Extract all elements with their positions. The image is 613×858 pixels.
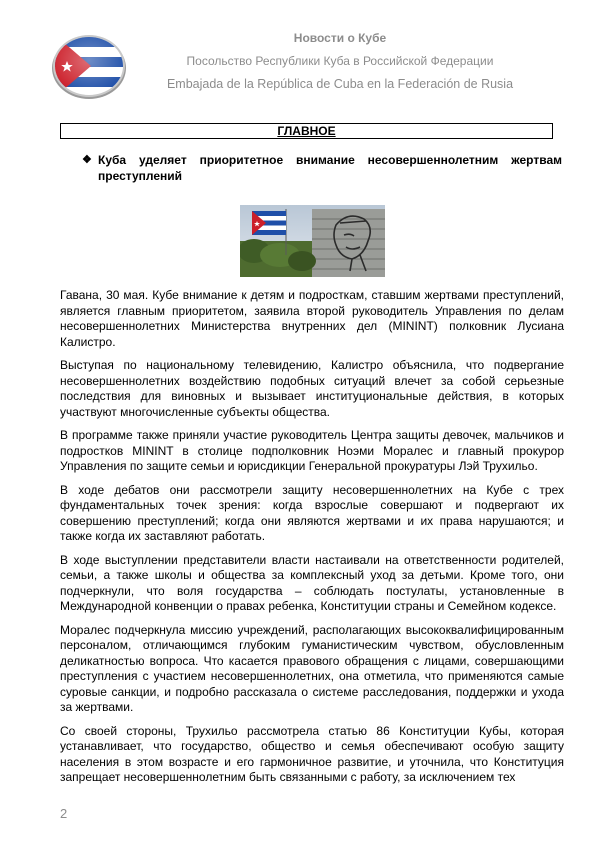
article-paragraph: В программе также приняли участие руководитель Центра защиты девочек, мальчиков и подростков MININT в столице подполковник Ноэми Моралес и главный прокурор Управления по защите семьи и юрисдикции Генеральной прокуратуры Лэй Трухильо. bbox=[60, 428, 564, 473]
article-body bbox=[60, 288, 564, 794]
article-headline bbox=[82, 152, 562, 184]
header-embassy-ru: Посольство Республики Куба в Российской Федерации bbox=[186, 54, 494, 68]
page-number: 2 bbox=[60, 806, 68, 821]
header-news-title: Новости о Кубе bbox=[293, 31, 387, 45]
article-paragraph: Со своей стороны, Трухильо рассмотрела статью 86 Конституции Кубы, которая устанавливает, что государство, общество и семья обеспечивают особую защиту населения в этом возрасте и его гармоничное развитие, и уточнила, что Конституция запрещает несовершеннолетним быть связанными с работу, за исключением тех bbox=[60, 723, 564, 784]
diamond-bullet-icon: ❖ bbox=[82, 154, 92, 166]
article-paragraph: В ходе выступлении представители власти настаивали на ответственности родителей, семьи, а также школы и общества за комплексный уход за детьми. Кроме того, они подчеркнули, что воля государства – соблюдать постулаты, установленные в Международной конвенции о правах ребенка, Конституции страны и Семейном кодексе. bbox=[60, 552, 564, 613]
article-headline-text: Куба уделяет приоритетное внимание несовершеннолетним жертвам преступлений bbox=[98, 153, 562, 183]
article-paragraph: В ходе дебатов они рассмотрели защиту несовершеннолетних на Кубе с трех фундаментальных точек зрения: когда взрослые совершают и подвергают их совершению преступлений; когда они являются жертвами и их права нарушаются; и также когда их заставляют работать. bbox=[60, 482, 564, 543]
cuban-flag-logo bbox=[51, 30, 127, 102]
header-embassy-es: Embajada de la República de Cuba en la Federación de Rusia bbox=[166, 77, 514, 91]
section-title: ГЛАВНОЕ bbox=[60, 123, 553, 139]
article-paragraph: Моралес подчеркнула миссию учреждений, располагающих высококвалифицированным персоналом, отличающимся глубоким гуманистическим чувством, обусловленным деликатностью вопроса. Что касается правового обращения с лицами, совершающими преступления с участием несовершеннолетних, она отметила, что применяются самые суровые санкции, и подробно рассказала о системе расследования, поддержки и ухода за жертвами. bbox=[60, 622, 564, 714]
article-paragraph: Гавана, 30 мая. Кубе внимание к детям и подросткам, ставшим жертвами преступлений, является главным приоритетом, заявила второй руководитель Управления по делам несовершеннолетних Министерства внутренних дел (MININT) полковник Лусиана Калистро. bbox=[60, 288, 564, 349]
article-paragraph: Выступая по национальному телевидению, Калистро объяснила, что подвергание несовершеннолетних воздействию подобных ситуаций влечет за собой серьезные последствия для виновных и вызывает институциональные действия, в которых участвуют многочисленные субъекты общества. bbox=[60, 358, 564, 419]
article-photo bbox=[240, 205, 385, 277]
